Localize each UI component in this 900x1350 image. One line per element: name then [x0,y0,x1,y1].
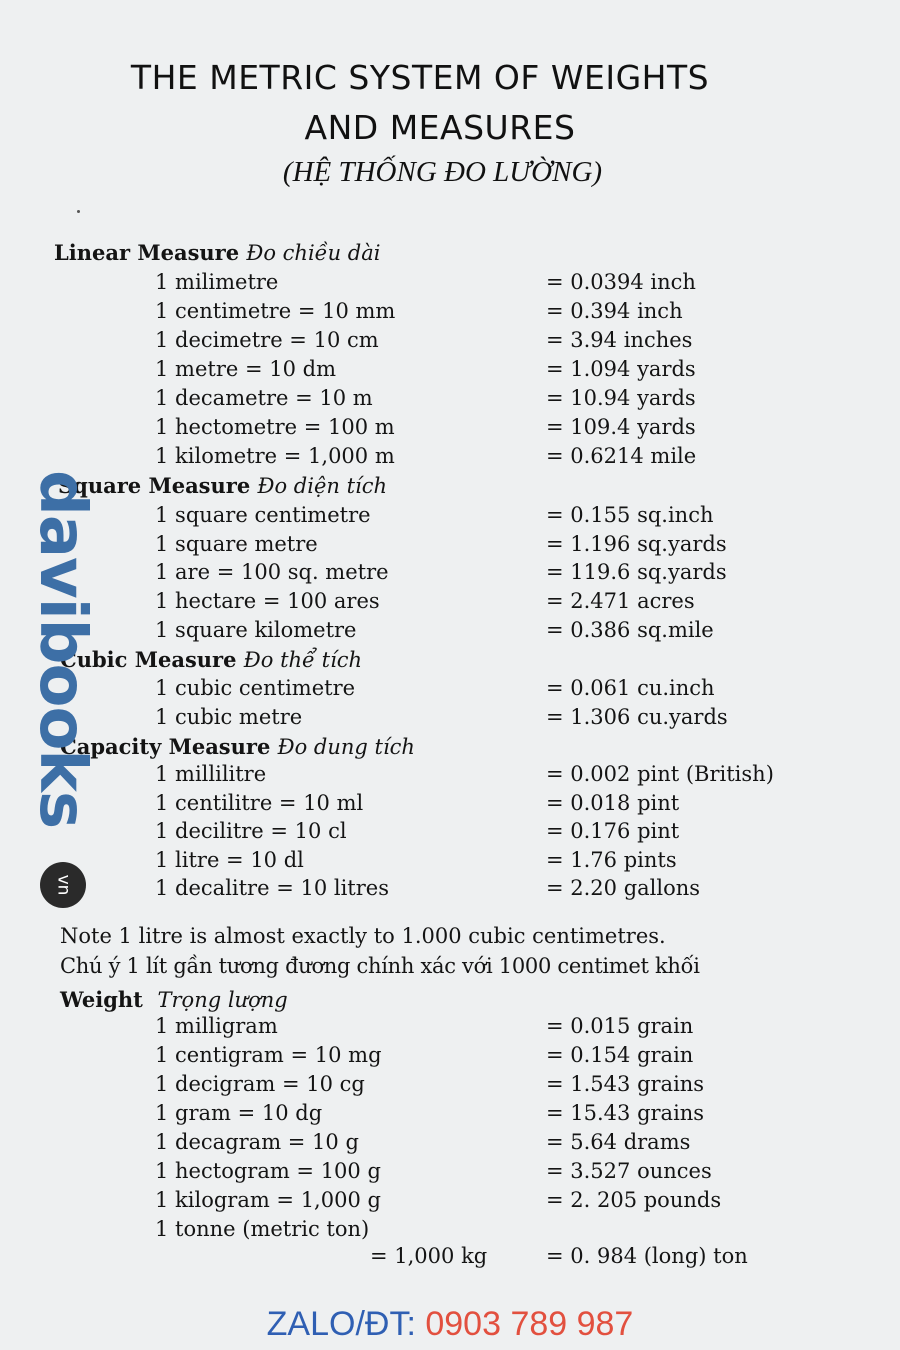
note-english: Note 1 litre is almost exactly to 1.000 cubic centimetres. [60,924,666,948]
table-row [0,501,900,530]
row-unit: 1 are = 100 sq. metre [155,560,389,584]
table-row [0,268,900,297]
row-value: = 0.394 inch [546,299,683,323]
row-unit: 1 decimetre = 10 cm [155,328,379,352]
row-unit: 1 decametre = 10 m [155,386,373,410]
row-value: = 0.176 pint [546,819,680,843]
table-row [0,413,900,442]
table-row [0,1186,900,1215]
row-value: = 1.306 cu.yards [546,705,728,729]
row-value: = 0.155 sq.inch [546,503,714,527]
contact-line [0,1305,900,1344]
table-row [0,530,900,559]
row-value: = 0.6214 mile [546,444,697,468]
row-unit: 1 kilometre = 1,000 m [155,444,395,468]
row-value: = 0.0394 inch [546,270,696,294]
row-unit: 1 square kilometre [155,618,357,642]
row-unit: 1 centigram = 10 mg [155,1043,382,1067]
square-heading: Square Measure [58,473,251,498]
row-value: = 0.386 sq.mile [546,618,714,642]
linear-heading-vi: Đo chiều dài [246,241,381,265]
weight-heading: Weight [60,987,143,1012]
row-unit: 1 litre = 10 dl [155,848,304,872]
table-row [0,442,900,471]
table-row [0,1099,900,1128]
row-unit: 1 centimetre = 10 mm [155,299,396,323]
table-row [0,674,900,703]
table-row [0,846,900,875]
page-subtitle: (HỆ THỐNG ĐO LƯỜNG) [282,156,603,188]
contact-label: ZALO/ĐT: [266,1305,416,1343]
cubic-heading-vi: Đo thể tích [243,648,363,672]
row-value: = 1.094 yards [546,357,696,381]
table-row [0,817,900,846]
row-unit: 1 kilogram = 1,000 g [155,1188,381,1212]
row-value: = 0.154 grain [546,1043,694,1067]
watermark-badge [40,862,86,908]
row-unit: 1 centilitre = 10 ml [155,791,364,815]
contact-phone[interactable]: 0903 789 987 [425,1305,634,1343]
row-value: = 1.76 pints [546,848,677,872]
table-row [0,384,900,413]
capacity-heading: Capacity Measure [60,734,271,759]
watermark-logo: davibooks [25,470,99,829]
table-row [0,616,900,645]
speck-dot [77,210,80,213]
linear-heading: Linear Measure [54,240,240,265]
row-unit: 1 hectometre = 100 m [155,415,395,439]
row-value: = 0.018 pint [546,791,680,815]
table-row [0,1128,900,1157]
table-row [0,355,900,384]
row-value: = 1.543 grains [546,1072,705,1096]
table-row [0,587,900,616]
row-value: = 3.527 ounces [546,1159,712,1183]
page-title-line-1: THE METRIC SYSTEM OF WEIGHTS [130,58,710,97]
watermark-tld: vn [53,874,73,896]
row-unit: 1 hectogram = 100 g [155,1159,381,1183]
row-value: = 2.20 gallons [546,876,701,900]
table-row [0,874,900,903]
section-heading-linear [0,238,900,267]
table-row [0,1157,900,1186]
square-heading-vi: Đo diện tích [257,474,388,498]
table-row [0,1012,900,1041]
row-value: = 119.6 sq.yards [546,560,727,584]
cubic-heading: Cubic Measure [60,647,237,672]
row-value: = 5.64 drams [546,1130,691,1154]
weight-heading-vi: Trọng lượng [157,988,288,1012]
row-unit: 1 cubic metre [155,705,303,729]
row-value: = 0.015 grain [546,1014,694,1038]
table-row [0,1215,900,1244]
row-value: = 0.002 pint (British) [546,762,774,786]
row-unit: 1 milimetre [155,270,279,294]
row-value: = 1.196 sq.yards [546,532,727,556]
row-value: = 109.4 yards [546,415,696,439]
row-value: = 10.94 yards [546,386,696,410]
table-row [0,703,900,732]
row-value: = 2. 205 pounds [546,1188,722,1212]
row-value: = 15.43 grains [546,1101,705,1125]
section-heading-cubic [0,645,900,674]
row-unit: 1 square centimetre [155,503,371,527]
row-unit: 1 hectare = 100 ares [155,589,380,613]
table-row [0,1242,900,1271]
row-unit: 1 tonne (metric ton) [155,1217,370,1241]
row-unit: 1 decilitre = 10 cl [155,819,347,843]
table-row [0,297,900,326]
section-heading-square [0,471,900,500]
row-value: = 0.061 cu.inch [546,676,715,700]
row-unit: 1 gram = 10 dg [155,1101,323,1125]
row-unit: 1 decigram = 10 cg [155,1072,365,1096]
section-heading-weight [0,985,900,1014]
table-row [0,558,900,587]
table-row [0,326,900,355]
note-vietnamese: Chú ý 1 lít gần tương đương chính xác với 1000 centimet khối [60,954,700,978]
page-title-line-2: AND MEASURES [304,108,576,147]
capacity-heading-vi: Đo dung tích [277,735,415,759]
section-heading-capacity [0,732,900,761]
row-unit-equivalent: = 1,000 kg [370,1244,488,1268]
row-unit: 1 cubic centimetre [155,676,356,700]
row-unit: 1 millilitre [155,762,267,786]
table-row [0,760,900,789]
table-row [0,1070,900,1099]
row-unit: 1 decalitre = 10 litres [155,876,389,900]
row-value: = 3.94 inches [546,328,693,352]
table-row [0,789,900,818]
row-value: = 0. 984 (long) ton [546,1244,748,1268]
row-unit: 1 decagram = 10 g [155,1130,359,1154]
row-value: = 2.471 acres [546,589,695,613]
row-unit: 1 milligram [155,1014,278,1038]
row-unit: 1 square metre [155,532,318,556]
row-unit: 1 metre = 10 dm [155,357,336,381]
table-row [0,1041,900,1070]
